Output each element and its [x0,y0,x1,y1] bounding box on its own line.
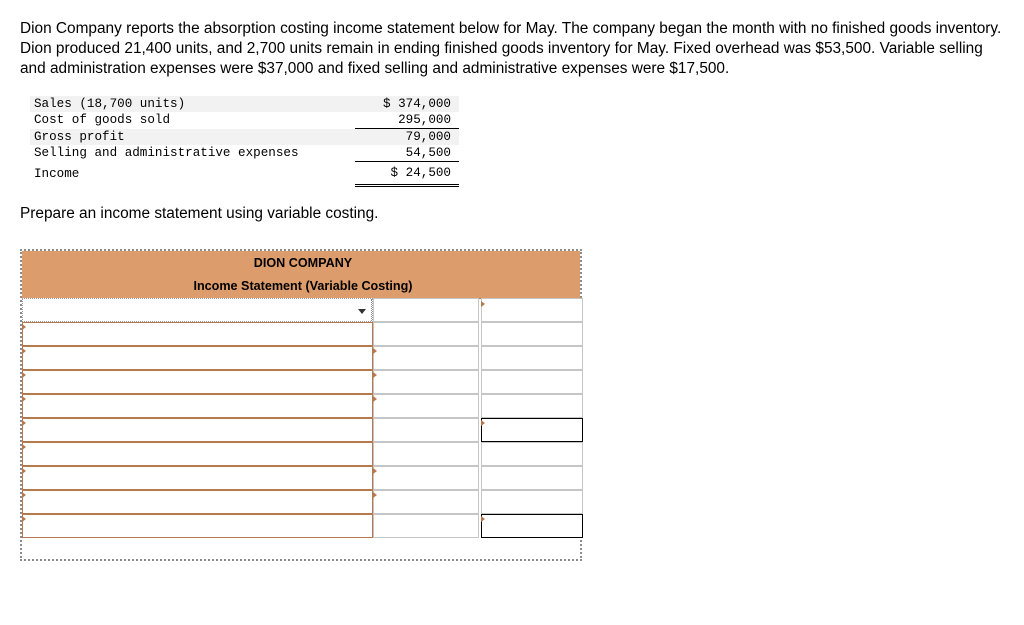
account-label-input[interactable] [22,514,373,538]
amount-input[interactable] [373,514,479,538]
sales-label: Sales (18,700 units) [30,96,355,112]
amount-input[interactable] [373,322,479,346]
dropdown-divider [371,299,372,321]
variable-costing-worksheet [20,249,582,561]
total-input[interactable] [481,346,583,370]
cell-marker-icon [373,396,377,402]
total-input[interactable] [481,514,583,538]
account-dropdown[interactable] [22,298,373,322]
company-name: DION COMPANY [253,256,353,270]
cell-marker-icon [373,468,377,474]
total-input[interactable] [481,370,583,394]
total-input[interactable] [481,322,583,346]
cell-marker-icon [22,468,26,474]
cell-marker-icon [22,492,26,498]
amount-input[interactable] [373,418,479,442]
table-row [30,162,459,186]
amount-input[interactable] [373,346,479,370]
account-label-input[interactable] [22,490,373,514]
selling-admin-amount: 54,500 [355,145,459,162]
cell-marker-icon [22,372,26,378]
cell-marker-icon [481,301,485,307]
cogs-label: Cost of goods sold [34,113,171,128]
statement-title: Income Statement (Variable Costing) [193,279,413,293]
total-input[interactable] [481,442,583,466]
account-label-input[interactable] [22,346,373,370]
cell-marker-icon [22,516,26,522]
total-input[interactable] [481,394,583,418]
account-label-input[interactable] [22,418,373,442]
gross-profit-amount: 79,000 [355,129,459,146]
account-label-input[interactable] [22,466,373,490]
cell-marker-icon [22,348,26,354]
account-label-input[interactable] [22,394,373,418]
table-row [30,145,459,162]
sales-amount: $ 374,000 [355,96,459,112]
cell-marker-icon [481,420,485,426]
income-amount: $ 24,500 [355,162,459,186]
cell-marker-icon [22,444,26,450]
account-label-input[interactable] [22,322,373,346]
cogs-amount: 295,000 [355,112,459,129]
cell-marker-icon [373,348,377,354]
amount-input[interactable] [373,370,479,394]
cell-marker-icon [22,324,26,330]
problem-intro: Dion Company reports the absorption costing income statement below for May. The company began the month with no finished goods inventory. Dion produced 21,400 units, and 2,700 units remain in ending finished goods inventory for May. Fixed overhead was $53,500. Variable selling and administration expenses were $37,000 and fixed selling and administrative expenses were $17,500. [20,20,1002,77]
cell-marker-icon [373,372,377,378]
cell-marker-icon [481,516,485,522]
amount-input[interactable] [373,298,479,322]
cell-marker-icon [373,492,377,498]
absorption-income-statement [30,96,459,187]
gross-profit-label: Gross profit [30,129,355,146]
income-label: Income [34,166,80,181]
table-row [30,112,459,129]
total-input[interactable] [481,490,583,514]
selling-admin-label: Selling and administrative expenses [34,146,299,161]
cell-marker-icon [22,396,26,402]
table-row [30,96,459,112]
total-input[interactable] [481,298,583,322]
cell-marker-icon [22,420,26,426]
amount-input[interactable] [373,442,479,466]
total-input[interactable] [481,418,583,442]
account-label-input[interactable] [22,442,373,466]
table-row [30,129,459,146]
amount-input[interactable] [373,490,479,514]
question-prompt: Prepare an income statement using variable costing. [20,205,379,222]
amount-input[interactable] [373,466,479,490]
chevron-down-icon[interactable] [358,309,366,314]
account-label-input[interactable] [22,370,373,394]
amount-input[interactable] [373,394,479,418]
total-input[interactable] [481,466,583,490]
